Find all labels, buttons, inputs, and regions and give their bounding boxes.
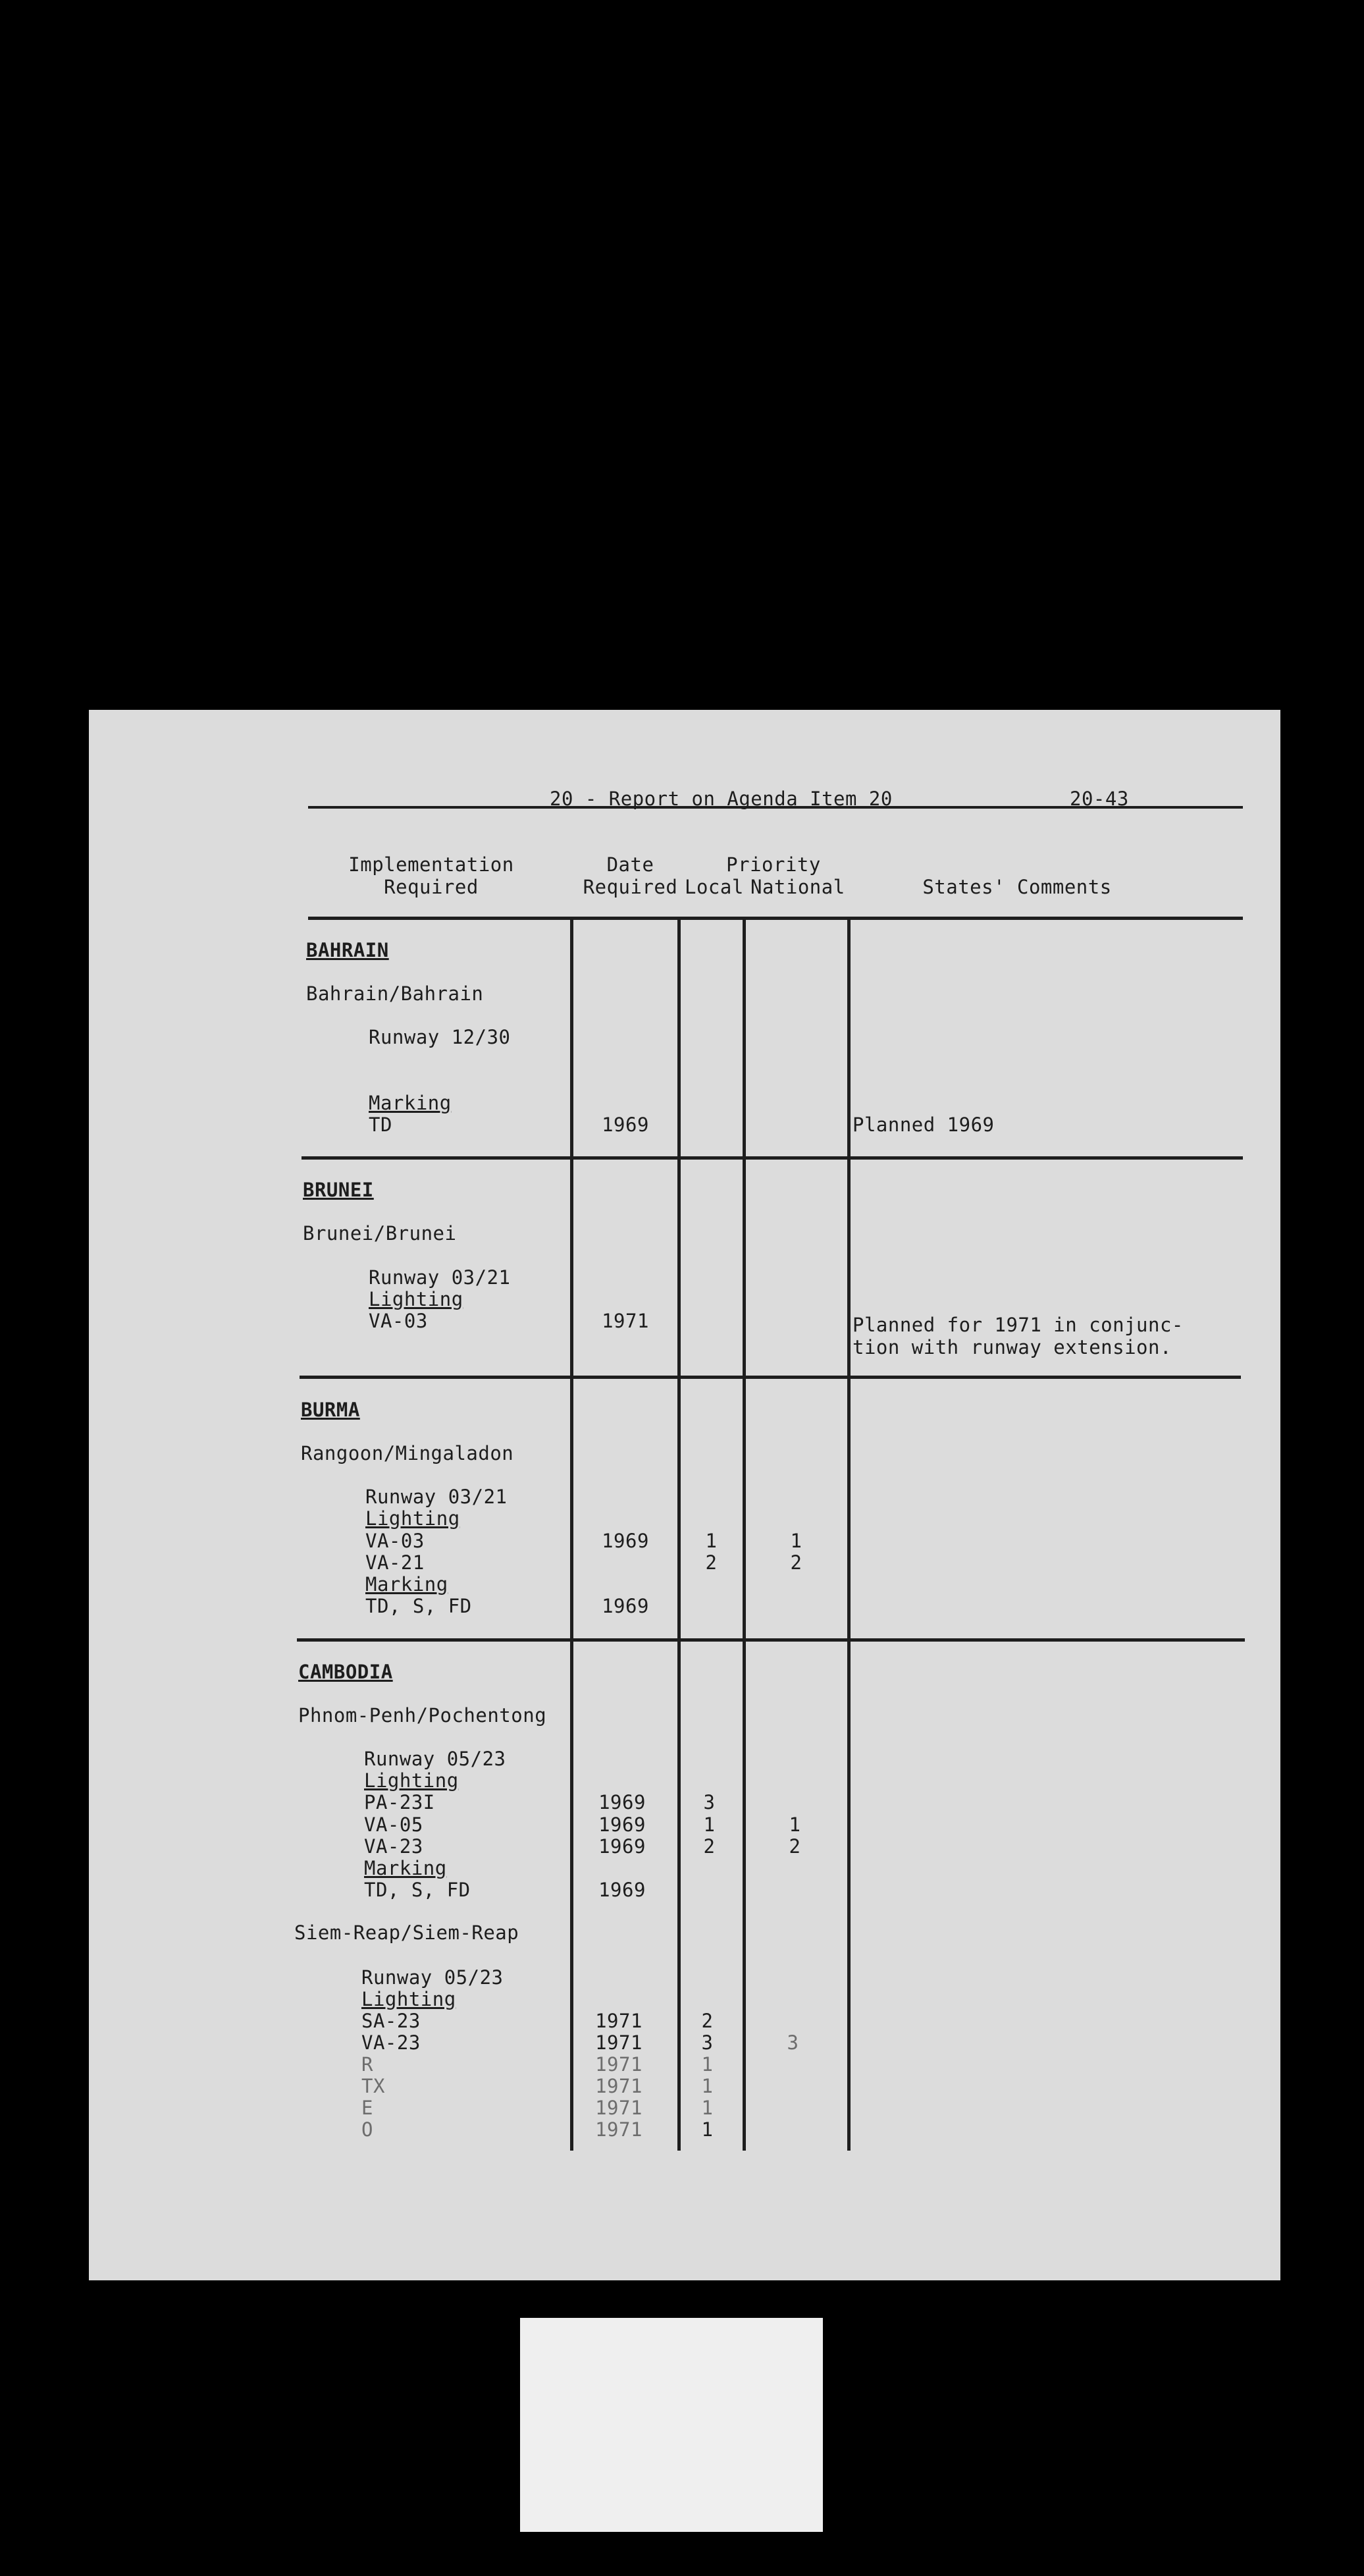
- item-tx: TX: [361, 2075, 385, 2097]
- item-e: E: [361, 2097, 373, 2119]
- category-lighting: Lighting: [365, 1507, 460, 1530]
- item-pa23i: PA-23I: [364, 1791, 435, 1813]
- item-td: TD: [369, 1114, 392, 1136]
- runway-siem-reap: Runway 05/23: [361, 1966, 504, 1989]
- date-pa23i: 1969: [598, 1791, 646, 1813]
- national-va23: 2: [789, 1835, 801, 1858]
- item-marking: TD, S, FD: [365, 1595, 472, 1617]
- national-va23: 3: [787, 2031, 799, 2054]
- col-date-line1: Date: [606, 853, 654, 876]
- airport-siem-reap: Siem-Reap/Siem-Reap: [294, 1921, 519, 1944]
- item-va23: VA-23: [361, 2031, 421, 2054]
- local-va23: 3: [701, 2031, 714, 2054]
- item-va03: VA-03: [369, 1310, 428, 1332]
- item-r: R: [361, 2053, 373, 2076]
- item-o: O: [361, 2118, 373, 2141]
- target-card: [520, 2318, 823, 2532]
- national-va21: 2: [790, 1551, 802, 1574]
- section-rule-bahrain: [302, 1156, 1243, 1160]
- local-va05: 1: [703, 1813, 716, 1836]
- national-va03: 1: [790, 1530, 802, 1552]
- category-lighting: Lighting: [361, 1988, 456, 2010]
- col-national: National: [750, 876, 845, 898]
- date-va05: 1969: [598, 1813, 646, 1836]
- page-number: 20-43: [1070, 788, 1129, 810]
- item-va21: VA-21: [365, 1551, 425, 1574]
- col-impl-line1: Implementation: [348, 853, 514, 876]
- date-marking: 1969: [602, 1595, 649, 1617]
- local-e: 1: [701, 2097, 714, 2119]
- airport-phnom-penh: Phnom-Penh/Pochentong: [298, 1704, 547, 1727]
- runway-bahrain: Runway 12/30: [369, 1026, 511, 1048]
- date-tx: 1971: [595, 2075, 643, 2097]
- local-sa23: 2: [701, 2010, 714, 2032]
- section-rule-burma: [297, 1638, 1245, 1642]
- comment-brunei-line1: Planned for 1971 in conjunc-: [852, 1314, 1184, 1336]
- airport-rangoon: Rangoon/Mingaladon: [301, 1442, 514, 1464]
- item-va03: VA-03: [365, 1530, 425, 1552]
- section-rule-brunei: [300, 1376, 1241, 1379]
- comment-bahrain: Planned 1969: [852, 1114, 995, 1136]
- local-o: 1: [701, 2118, 714, 2141]
- item-va23: VA-23: [364, 1835, 423, 1858]
- local-va23: 2: [703, 1835, 716, 1858]
- category-lighting: Lighting: [364, 1769, 459, 1792]
- col-local: Local: [685, 876, 744, 898]
- item-va05: VA-05: [364, 1813, 423, 1836]
- category-marking: Marking: [364, 1857, 447, 1879]
- comment-brunei-line2: tion with runway extension.: [852, 1336, 1172, 1358]
- country-cambodia: CAMBODIA: [298, 1661, 393, 1683]
- date-va03: 1969: [602, 1530, 649, 1552]
- category-lighting: Lighting: [369, 1288, 463, 1310]
- date-e: 1971: [595, 2097, 643, 2119]
- date-o: 1971: [595, 2118, 643, 2141]
- local-va03: 1: [705, 1530, 718, 1552]
- date-va03: 1971: [602, 1310, 649, 1332]
- date-va23: 1969: [598, 1835, 646, 1858]
- local-va21: 2: [705, 1551, 718, 1574]
- column-divider-comments: [847, 919, 851, 2151]
- date-va23: 1971: [595, 2031, 643, 2054]
- runway-brunei: Runway 03/21: [369, 1266, 511, 1289]
- date-td: 1969: [602, 1114, 649, 1136]
- airport-bahrain: Bahrain/Bahrain: [306, 982, 484, 1005]
- airport-brunei: Brunei/Brunei: [303, 1222, 457, 1245]
- runway-phnom-penh: Runway 05/23: [364, 1748, 506, 1770]
- col-comments: States' Comments: [922, 876, 1112, 898]
- item-sa23: SA-23: [361, 2010, 421, 2032]
- local-pa23i: 3: [703, 1791, 716, 1813]
- national-va05: 1: [789, 1813, 801, 1836]
- date-marking: 1969: [598, 1879, 646, 1901]
- document-page: [89, 710, 1280, 2280]
- local-r: 1: [701, 2053, 714, 2076]
- local-tx: 1: [701, 2075, 714, 2097]
- date-r: 1971: [595, 2053, 643, 2076]
- col-impl-line2: Required: [384, 876, 479, 898]
- col-priority: Priority: [726, 853, 821, 876]
- page-title: 20 - Report on Agenda Item 20: [550, 788, 893, 810]
- country-burma: BURMA: [301, 1399, 360, 1421]
- item-marking: TD, S, FD: [364, 1879, 471, 1901]
- country-bahrain: BAHRAIN: [306, 939, 389, 961]
- runway-rangoon: Runway 03/21: [365, 1486, 508, 1508]
- category-marking: Marking: [365, 1573, 448, 1596]
- column-header-rule: [308, 917, 1243, 920]
- col-date-line2: Required: [583, 876, 678, 898]
- country-brunei: BRUNEI: [303, 1179, 374, 1201]
- date-sa23: 1971: [595, 2010, 643, 2032]
- category-marking: Marking: [369, 1092, 452, 1114]
